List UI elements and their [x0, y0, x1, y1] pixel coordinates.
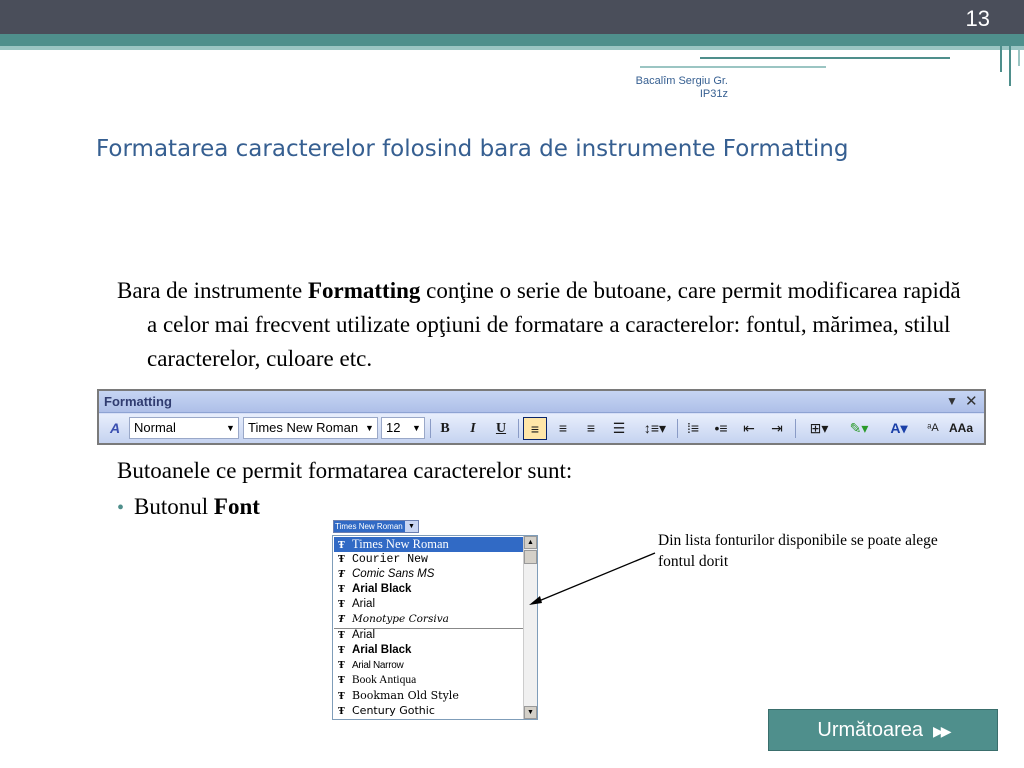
- bullets-button[interactable]: •≡: [714, 420, 728, 436]
- bullet-text: Butonul: [134, 494, 214, 519]
- truetype-icon: Ŧ: [338, 585, 345, 595]
- header-band: [0, 0, 1024, 34]
- borders-button[interactable]: ⊞▾: [809, 420, 829, 436]
- font-item-label: Bookman Old Style: [352, 689, 459, 702]
- formatting-toolbar: [97, 389, 986, 445]
- bullet-item-font: [117, 494, 260, 520]
- truetype-icon: Ŧ: [338, 615, 345, 625]
- truetype-icon: Ŧ: [338, 646, 345, 656]
- align-left-button[interactable]: ≡: [523, 417, 547, 440]
- font-list[interactable]: [332, 535, 538, 720]
- next-slide-button[interactable]: [768, 709, 998, 751]
- bullet-text-bold: Font: [213, 494, 260, 519]
- toolbar-title: Formatting: [104, 394, 172, 409]
- font-list-item[interactable]: [334, 703, 524, 718]
- font-item-label: Courier New: [352, 553, 428, 566]
- grow-font-icon[interactable]: AAa: [949, 421, 974, 435]
- deco-line: [640, 66, 826, 68]
- align-center-button[interactable]: ≡: [558, 420, 568, 436]
- font-list-item[interactable]: [334, 658, 524, 673]
- bullet-icon: •: [117, 497, 125, 519]
- font-item-label: Times New Roman: [352, 537, 449, 551]
- font-item-label: Arial: [352, 598, 376, 610]
- fast-forward-icon: ▶▶: [933, 723, 949, 739]
- font-combo-box[interactable]: [333, 520, 419, 533]
- chevron-up-icon[interactable]: ▲: [524, 536, 537, 549]
- align-right-button[interactable]: ≡: [586, 420, 596, 436]
- font-item-label: Arial: [352, 629, 376, 641]
- font-value: Times New Roman: [248, 420, 359, 435]
- slide-number: 13: [965, 6, 990, 31]
- intro-paragraph: [117, 274, 967, 376]
- truetype-icon: Ŧ: [338, 661, 345, 671]
- font-item-label: Monotype Corsiva: [352, 613, 449, 625]
- style-value: Normal: [134, 420, 176, 435]
- style-select[interactable]: [129, 417, 239, 439]
- font-item-label: Comic Sans MS: [352, 568, 435, 580]
- truetype-icon: Ŧ: [338, 631, 345, 641]
- font-size-value: 12: [386, 420, 401, 435]
- font-list-item[interactable]: [334, 537, 524, 552]
- deco-line: [1000, 46, 1002, 72]
- author-name: Bacalîm Sergiu Gr.: [635, 75, 728, 87]
- decrease-indent-button[interactable]: ⇤: [743, 420, 755, 436]
- font-list-item[interactable]: [334, 673, 524, 688]
- font-combo-value: Times New Roman: [334, 521, 405, 532]
- toolbar-options-icon[interactable]: ▼: [946, 394, 958, 408]
- font-item-label: Arial Black: [352, 583, 412, 595]
- font-list-item[interactable]: [334, 597, 524, 612]
- chevron-down-icon[interactable]: ▼: [412, 423, 421, 433]
- font-color-button[interactable]: A▾: [890, 420, 908, 436]
- font-list-item[interactable]: [334, 643, 524, 658]
- truetype-icon: Ŧ: [338, 570, 345, 580]
- font-list-item[interactable]: [334, 628, 524, 643]
- font-size-select[interactable]: [381, 417, 425, 439]
- truetype-icon: Ŧ: [338, 707, 345, 717]
- intro-text-end: conţine o serie de butoane, care permit modificarea rapidă a celor mai frecvent utilizate opţiuni de formatare a caracterelor: fontul, mărimea, stilul caracterelor, culoare etc.: [147, 278, 961, 371]
- increase-indent-button[interactable]: ⇥: [771, 420, 783, 436]
- slide-title: Formatarea caracterelor folosind bara de instrumente Formatting: [96, 136, 849, 162]
- bold-button[interactable]: B: [440, 421, 450, 436]
- intro-text-bold: Formatting: [307, 278, 421, 303]
- truetype-icon: Ŧ: [338, 692, 345, 702]
- deco-line: [1018, 46, 1020, 66]
- chevron-down-icon[interactable]: ▼: [405, 521, 418, 532]
- deco-line: [1009, 46, 1011, 86]
- italic-button[interactable]: I: [470, 421, 476, 436]
- font-item-label: Arial Black: [352, 644, 412, 656]
- annotation-text: Din lista fonturilor disponibile se poate alege fontul dorit: [658, 532, 938, 570]
- toolbar-separator: [795, 419, 796, 438]
- subheading: Butoanele ce permit formatarea caracterelor sunt:: [117, 458, 573, 483]
- toolbar-separator: [677, 419, 678, 438]
- toolbar-separator: [518, 419, 519, 438]
- font-list-item[interactable]: [334, 612, 524, 627]
- underline-button[interactable]: U: [495, 421, 507, 436]
- font-select[interactable]: [243, 417, 378, 439]
- close-icon[interactable]: ✕: [965, 393, 978, 410]
- deco-line: [700, 57, 950, 59]
- truetype-icon: Ŧ: [338, 600, 345, 610]
- font-list-item[interactable]: [334, 567, 524, 582]
- author-label: [560, 75, 728, 101]
- toolbar-buttons-row: [99, 414, 984, 443]
- toolbar-titlebar: [99, 391, 984, 413]
- header-teal-light-band: [0, 46, 1024, 50]
- styles-icon[interactable]: A: [109, 420, 121, 436]
- truetype-icon: Ŧ: [338, 541, 345, 551]
- font-list-item[interactable]: [334, 582, 524, 597]
- truetype-icon: Ŧ: [338, 676, 345, 686]
- chevron-down-icon[interactable]: ▼: [365, 423, 374, 433]
- numbering-button[interactable]: ⁞≡: [686, 420, 700, 436]
- font-item-label: Arial Narrow: [352, 660, 404, 671]
- annotation-arrow: [520, 545, 670, 615]
- font-list-item[interactable]: [334, 688, 524, 703]
- change-case-icon[interactable]: ᵃA: [927, 422, 939, 434]
- next-slide-label: Următoarea: [817, 719, 924, 741]
- truetype-icon: Ŧ: [338, 555, 345, 565]
- chevron-down-icon[interactable]: ▼: [524, 706, 537, 719]
- intro-text-start: Bara de instrumente: [117, 278, 308, 303]
- line-spacing-button[interactable]: ↕≡▾: [643, 420, 667, 436]
- font-item-label: Century Gothic: [352, 704, 435, 717]
- toolbar-separator: [430, 419, 431, 438]
- font-item-label: Book Antiqua: [352, 674, 417, 686]
- author-group: IP31z: [699, 88, 728, 100]
- font-list-item[interactable]: [334, 552, 524, 567]
- highlight-button[interactable]: ✎▾: [849, 420, 869, 436]
- header-teal-band: [0, 34, 1024, 46]
- chevron-down-icon[interactable]: ▼: [226, 423, 235, 433]
- justify-button[interactable]: ☰: [612, 420, 626, 436]
